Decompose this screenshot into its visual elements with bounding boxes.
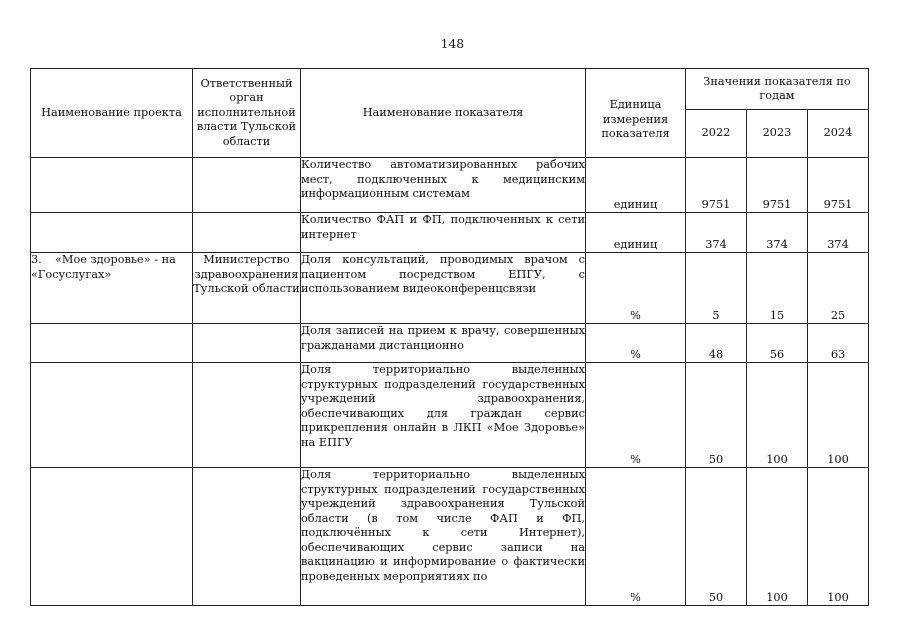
cell-indicator: Количество автоматизированных рабочих мест, подключенных к медицинским информационным системам — [301, 158, 586, 213]
header-unit: Единица измерения показателя — [586, 69, 686, 158]
cell-value-2022: 5 — [686, 253, 747, 324]
cell-value-2023: 15 — [747, 253, 808, 324]
cell-indicator: Доля территориально выделенных структурных подразделений государственных учреждений здравоохранения Тульской области (в том числе ФАП и ФП, подключённых к сети Интернет), обеспечивающих сервис записи на вакцинацию и информирование о фактически проведенных мероприятиях по — [301, 468, 586, 606]
table-row — [31, 213, 869, 253]
cell-indicator: Количество ФАП и ФП, подключенных к сети интернет — [301, 213, 586, 253]
cell-value-2023: 9751 — [747, 158, 808, 213]
cell-indicator: Доля территориально выделенных структурных подразделений государственных учреждений здравоохранения, обеспечивающих для граждан сервис прикрепления онлайн в ЛКП «Мое Здоровье» на ЕПГУ — [301, 363, 586, 468]
table-row — [31, 253, 869, 324]
table-row — [31, 363, 869, 468]
cell-responsible — [193, 363, 301, 468]
cell-value-2024: 25 — [808, 253, 869, 324]
project-number: 3. — [31, 253, 42, 266]
table-row — [31, 158, 869, 213]
cell-project — [31, 468, 193, 606]
cell-responsible: Министерство здравоохранения Тульской области — [193, 253, 301, 324]
cell-responsible — [193, 213, 301, 253]
cell-unit: % — [586, 324, 686, 363]
header-year-2024: 2024 — [808, 110, 869, 158]
page-number: 148 — [440, 37, 465, 51]
cell-unit: единиц — [586, 158, 686, 213]
cell-value-2024: 100 — [808, 363, 869, 468]
cell-value-2022: 48 — [686, 324, 747, 363]
cell-value-2022: 50 — [686, 468, 747, 606]
cell-value-2022: 9751 — [686, 158, 747, 213]
cell-value-2023: 100 — [747, 468, 808, 606]
cell-indicator: Доля консультаций, проводимых врачом с пациентом посредством ЕПГУ, с использованием видеоконференцсвязи — [301, 253, 586, 324]
cell-responsible — [193, 324, 301, 363]
table-row — [31, 324, 869, 363]
cell-responsible — [193, 158, 301, 213]
cell-value-2022: 50 — [686, 363, 747, 468]
project-title: «Мое здоровье» - на «Госуслугах» — [31, 253, 176, 281]
cell-value-2024: 100 — [808, 468, 869, 606]
cell-indicator: Доля записей на прием к врачу, совершенных гражданами дистанционно — [301, 324, 586, 363]
header-indicator: Наименование показателя — [301, 69, 586, 158]
header-year-2022: 2022 — [686, 110, 747, 158]
table-header — [31, 69, 869, 158]
cell-project — [31, 253, 193, 324]
cell-unit: единиц — [586, 213, 686, 253]
cell-project — [31, 363, 193, 468]
cell-project — [31, 324, 193, 363]
table-row — [31, 468, 869, 606]
header-responsible: Ответственный орган исполнительной власти Тульской области — [193, 69, 301, 158]
header-year-2023: 2023 — [747, 110, 808, 158]
header-values-group: Значения показателя по годам — [686, 69, 869, 110]
cell-unit: % — [586, 363, 686, 468]
header-project: Наименование проекта — [31, 69, 193, 158]
cell-value-2023: 374 — [747, 213, 808, 253]
cell-value-2023: 56 — [747, 324, 808, 363]
cell-value-2024: 63 — [808, 324, 869, 363]
indicators-table — [30, 68, 869, 606]
cell-value-2024: 9751 — [808, 158, 869, 213]
cell-unit: % — [586, 468, 686, 606]
cell-value-2022: 374 — [686, 213, 747, 253]
cell-value-2024: 374 — [808, 213, 869, 253]
cell-unit: % — [586, 253, 686, 324]
cell-responsible — [193, 468, 301, 606]
cell-value-2023: 100 — [747, 363, 808, 468]
cell-project — [31, 213, 193, 253]
cell-project — [31, 158, 193, 213]
